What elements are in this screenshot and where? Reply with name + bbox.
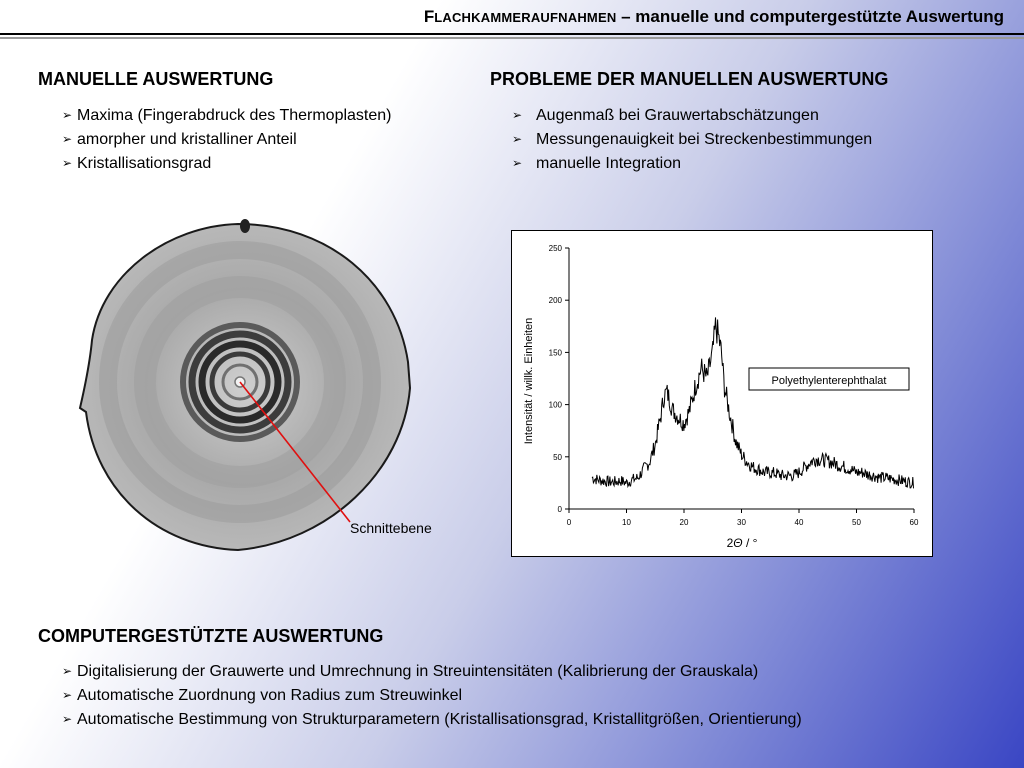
list-item: ➢ manuelle Integration	[512, 151, 872, 175]
x-tick-label: 20	[679, 518, 689, 527]
x-tick-label: 30	[737, 518, 746, 527]
y-tick-label: 50	[553, 452, 562, 462]
legend-label: Polyethylenterephthalat	[771, 375, 887, 387]
problems-list	[512, 103, 872, 175]
film-disc	[80, 224, 410, 550]
series-line	[592, 317, 914, 488]
diffraction-pattern-image	[78, 212, 418, 557]
list-item: ➢ Kristallisationsgrad	[62, 151, 392, 175]
title-first-letter: F	[423, 7, 435, 26]
x-tick-label: 50	[852, 518, 861, 527]
title-rule-light	[0, 37, 1024, 39]
chart-panel	[511, 230, 933, 557]
x-axis-label: 2Θ / °	[726, 536, 758, 550]
bullet-arrow-icon: ➢	[62, 712, 73, 726]
x-tick-label: 0	[566, 518, 572, 527]
bullet-arrow-icon: ➢	[62, 132, 73, 146]
list-item: ➢ Digitalisierung der Grauwerte und Umrechnung in Streuintensitäten (Kalibrierung der Grauskala)	[62, 659, 802, 683]
list-item: ➢ Augenmaß bei Grauwertabschätzungen	[512, 103, 872, 127]
list-item: ➢ Automatische Bestimmung von Strukturparametern (Kristallisationsgrad, Kristallitgrößen, Orientierung)	[62, 707, 802, 731]
intensity-chart	[512, 231, 932, 556]
manual-list	[62, 103, 392, 175]
y-tick-label: 150	[548, 348, 562, 358]
x-tick-label: 10	[622, 518, 631, 527]
title-rest: – manuelle und computergestützte Auswertung	[616, 7, 1004, 26]
bullet-arrow-icon: ➢	[62, 688, 73, 702]
x-tick-label: 60	[909, 518, 919, 527]
x-tick-label: 40	[794, 518, 804, 527]
cut-plane-label: Schnittebene	[350, 520, 432, 536]
bullet-arrow-icon: ➢	[62, 664, 73, 678]
list-item: ➢ Maxima (Fingerabdruck des Thermoplasten)	[62, 103, 392, 127]
list-item: ➢ Messungenauigkeit bei Streckenbestimmungen	[512, 127, 872, 151]
y-tick-label: 200	[548, 296, 562, 306]
y-tick-label: 0	[557, 505, 562, 514]
computer-list	[62, 659, 802, 731]
problems-heading: PROBLEME DER MANUELLEN AUSWERTUNG	[490, 69, 889, 89]
bullet-arrow-icon: ➢	[62, 108, 73, 122]
bullet-arrow-icon: ➢	[512, 156, 523, 170]
list-item: ➢ amorpher und kristalliner Anteil	[62, 127, 392, 151]
y-axis-label: Intensität / willk. Einheiten	[523, 317, 535, 445]
bullet-arrow-icon: ➢	[512, 132, 523, 146]
y-tick-label: 100	[548, 400, 562, 410]
title-rule-dark	[0, 33, 1024, 35]
list-item: ➢ Automatische Zuordnung von Radius zum Streuwinkel	[62, 683, 802, 707]
manual-heading: MANUELLE AUSWERTUNG	[38, 69, 274, 89]
title-smallcaps: LACHKAMMERAUFNAHMEN	[434, 10, 617, 25]
computer-heading: COMPUTERGESTÜTZTE AUSWERTUNG	[38, 626, 384, 646]
slide-title	[424, 7, 1004, 27]
y-tick-label: 250	[548, 244, 562, 253]
bullet-arrow-icon: ➢	[512, 108, 523, 122]
film-hole	[240, 219, 250, 233]
bullet-arrow-icon: ➢	[62, 156, 73, 170]
